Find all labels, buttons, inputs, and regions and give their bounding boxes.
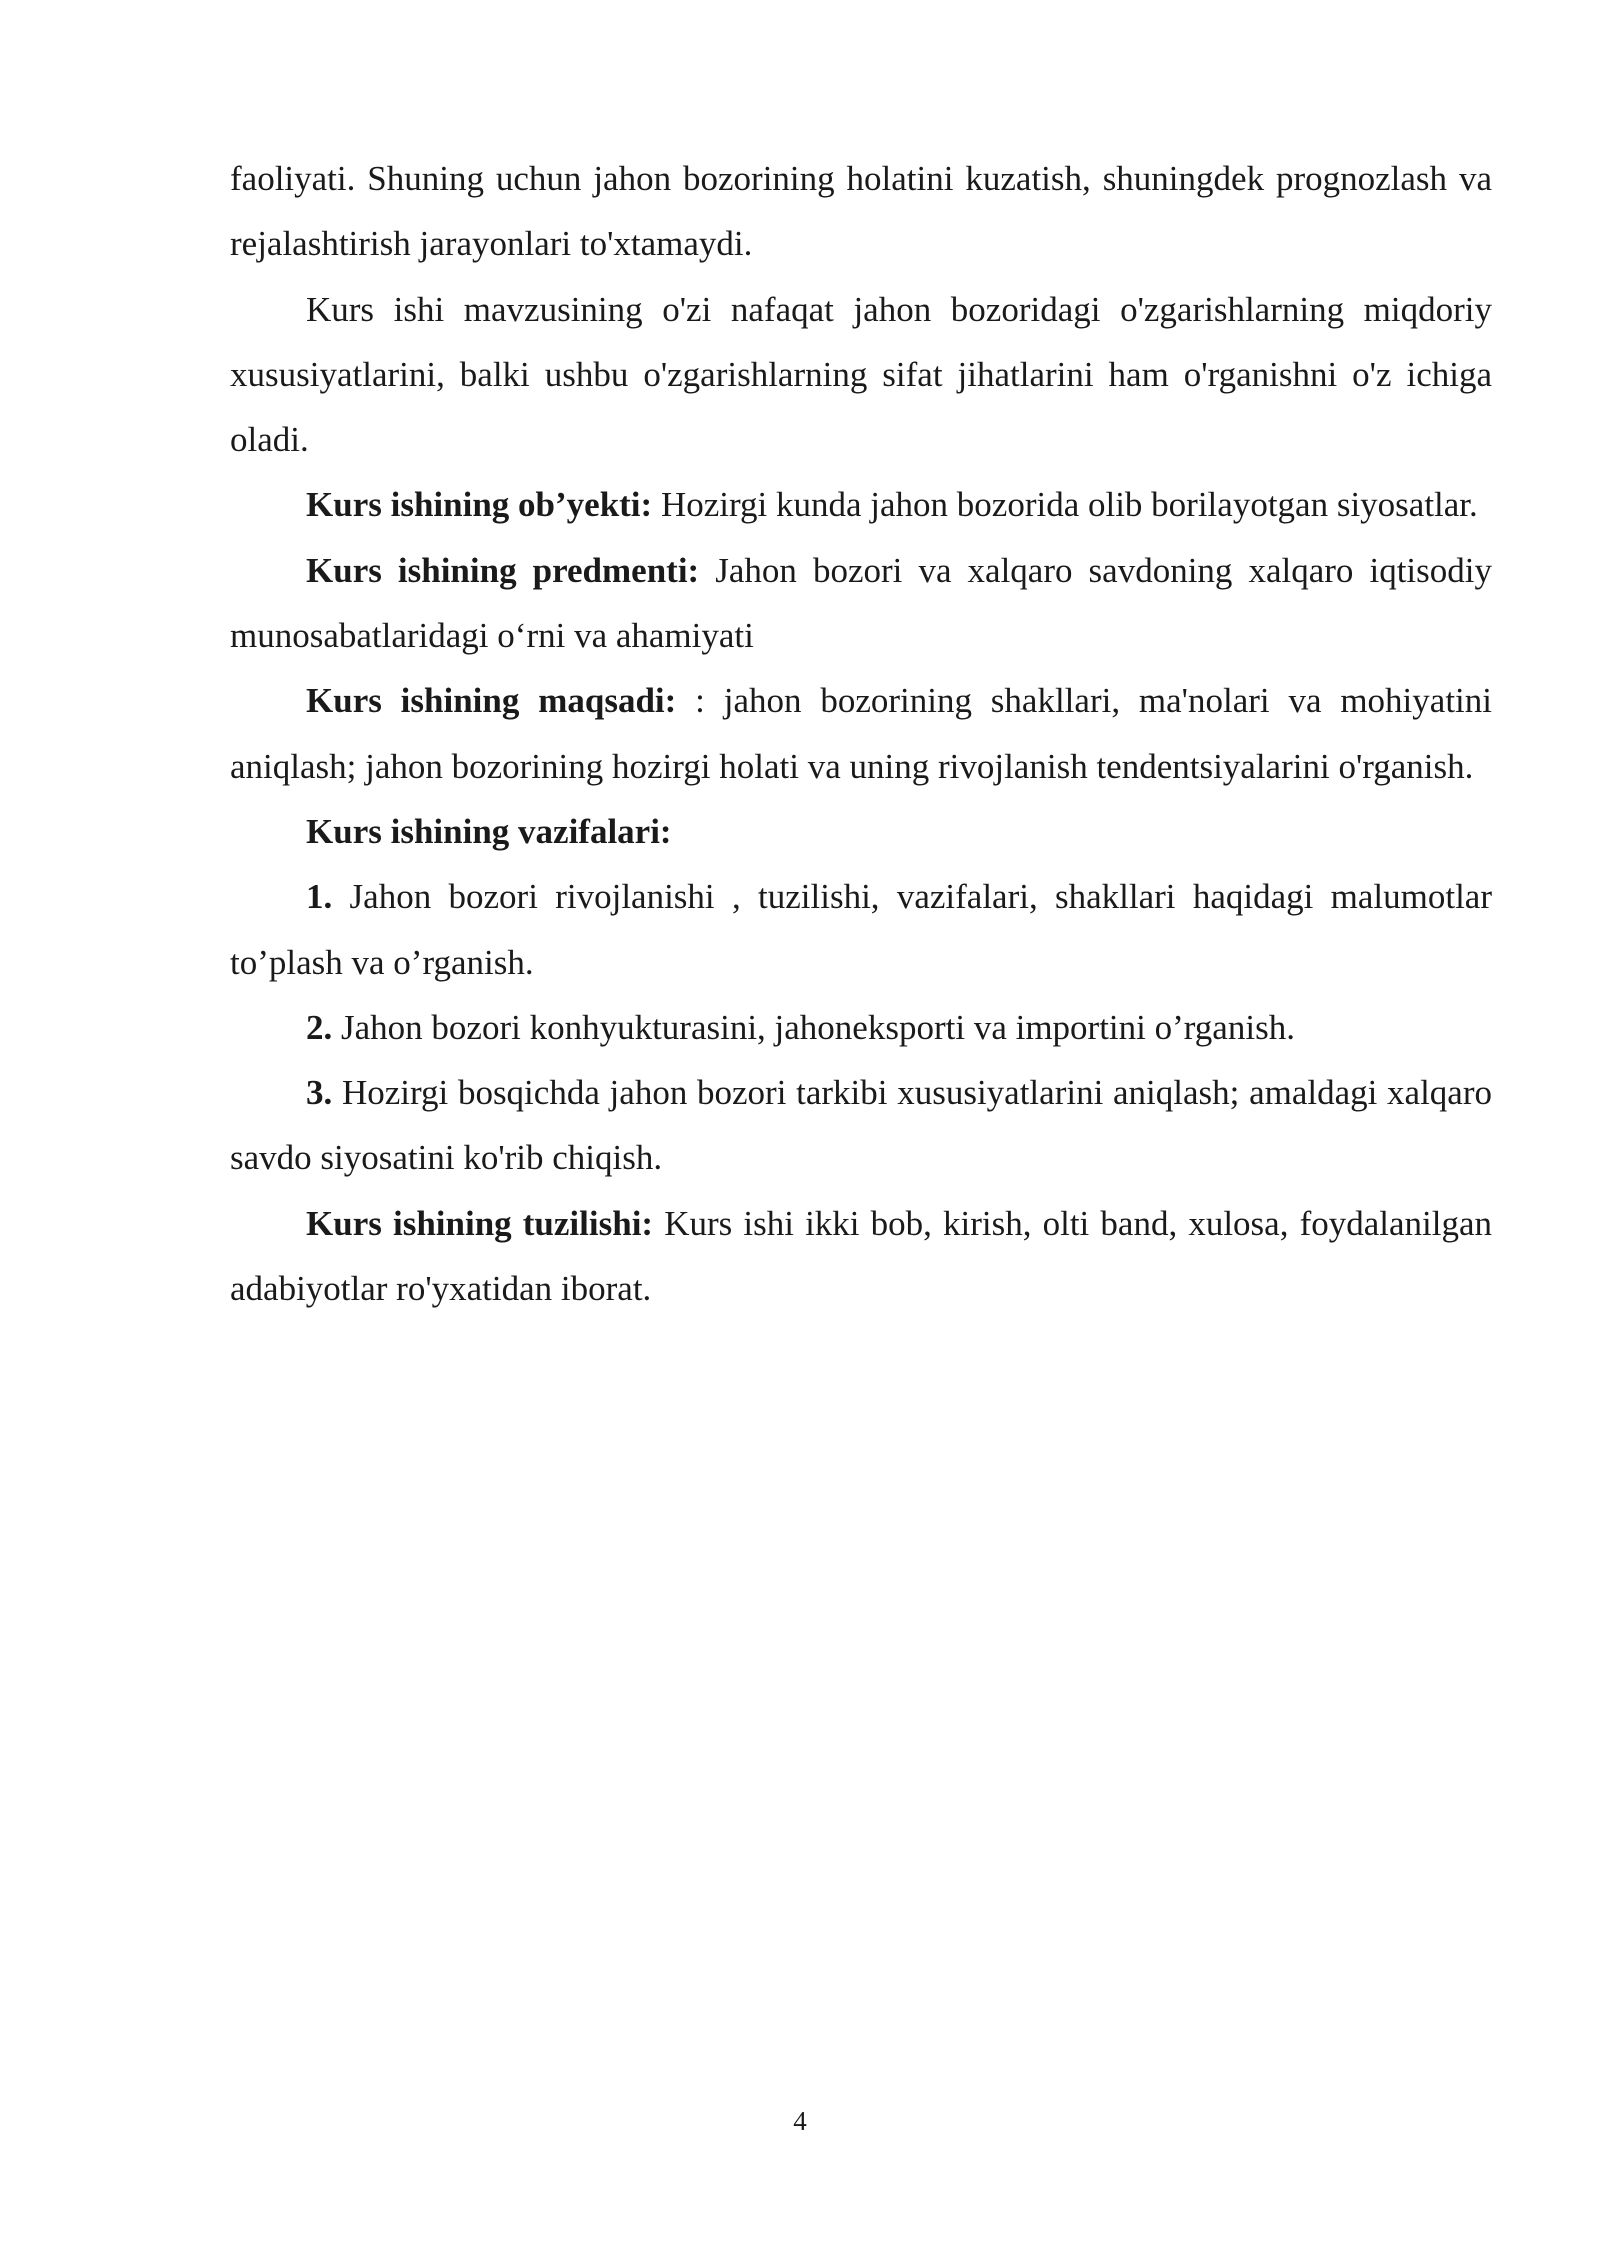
paragraph-topic-scope bbox=[230, 277, 1492, 473]
list-item-text: Jahon bozori konhyukturasini, jahoneksporti va importini o’rganish. bbox=[332, 1007, 1295, 1047]
paragraph-label: Kurs ishining maqsadi: bbox=[306, 681, 677, 721]
paragraph-label: Kurs ishining predmenti: bbox=[306, 550, 700, 590]
paragraph-structure bbox=[230, 1191, 1492, 1322]
list-item-number: 2. bbox=[306, 1007, 333, 1047]
list-item-number: 1. bbox=[306, 877, 333, 917]
task-list-item bbox=[230, 1060, 1492, 1191]
paragraph-subject bbox=[230, 538, 1492, 669]
paragraph-text: : jahon bozorining shakllari, ma'nolari va mohiyatini aniqlash; jahon bozorining hozirgi holati va uning rivojlanish tendentsiyalarini o'rganish. bbox=[230, 681, 1492, 786]
page-number: 4 bbox=[793, 2106, 807, 2136]
task-list-item bbox=[230, 995, 1492, 1060]
paragraph-object bbox=[230, 472, 1492, 537]
paragraph-label: Kurs ishining ob’yekti: bbox=[306, 485, 653, 525]
paragraph-text: Kurs ishi ikki bob, kirish, olti band, xulosa, foydalanilgan adabiyotlar ro'yxatidan iborat. bbox=[230, 1203, 1493, 1309]
paragraph-intro-continuation bbox=[230, 146, 1492, 277]
task-list-item bbox=[230, 864, 1492, 995]
list-item-number: 3. bbox=[306, 1073, 333, 1113]
paragraph-label: Kurs ishining tuzilishi: bbox=[306, 1203, 654, 1243]
paragraph-text: Jahon bozori va xalqaro savdoning xalqaro iqtisodiy munosabatlaridagi o‘rni va ahamiyati bbox=[230, 550, 1492, 656]
paragraph-text: Hozirgi kunda jahon bozorida olib borilayotgan siyosatlar. bbox=[652, 485, 1478, 525]
paragraph-text: faoliyati. Shuning uchun jahon bozorining holatini kuzatish, shuningdek prognozlash va rejalashtirish jarayonlari to'xtamaydi. bbox=[230, 159, 1492, 264]
paragraph-text: Kurs ishi mavzusining o'zi nafaqat jahon bozoridagi o'zgarishlarning miqdoriy xususiyatlarini, balki ushbu o'zgarishlarning sifat jihatlarini ham o'rganishni o'z ichiga oladi. bbox=[230, 289, 1492, 460]
paragraph-goal bbox=[230, 668, 1492, 799]
list-item-text: Hozirgi bosqichda jahon bozori tarkibi xususiyatlarini aniqlash; amaldagi xalqaro savdo siyosatini ko'rib chiqish. bbox=[230, 1073, 1492, 1178]
paragraph-label: Kurs ishining vazifalari: bbox=[306, 811, 672, 851]
document-body bbox=[230, 146, 1492, 1321]
list-item-text: Jahon bozori rivojlanishi , tuzilishi, vazifalari, shakllari haqidagi malumotlar to’plash va o’rganish. bbox=[230, 877, 1492, 982]
paragraph-tasks-heading bbox=[230, 799, 1492, 864]
